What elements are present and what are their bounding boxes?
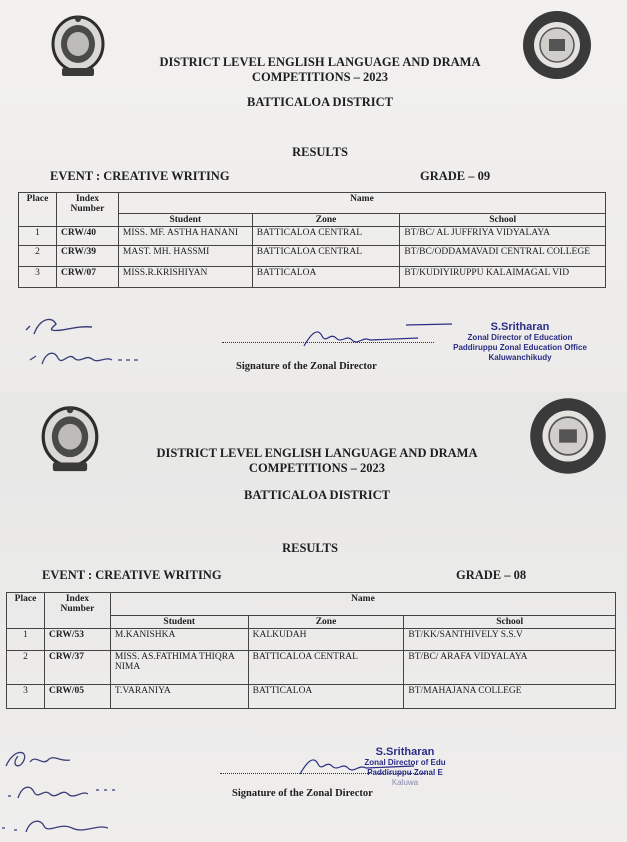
- place-cell: 3: [7, 685, 45, 709]
- results-table: [18, 192, 606, 288]
- student-cell: MISS. MF. ASTHA HANANI: [118, 227, 252, 246]
- place-header: Place: [7, 593, 45, 629]
- school-header: School: [400, 214, 606, 227]
- zone-cell: BATTICALOA CENTRAL: [252, 227, 400, 246]
- director-stamp: S.Sritharan Zonal Director of Education Paddiruppu Zonal Education Office Kaluwanchikudy: [453, 321, 587, 362]
- district-heading: BATTICALOA DISTRICT: [247, 95, 393, 109]
- zone-header: Zone: [248, 616, 404, 629]
- result-sheet-grade-8: [0, 392, 627, 842]
- table-row: [7, 629, 616, 651]
- signature-label: Signature of the Zonal Director: [232, 788, 373, 799]
- place-cell: 2: [19, 246, 57, 267]
- school-header: School: [404, 616, 616, 629]
- grade-label: GRADE – 09: [420, 169, 491, 183]
- name-header: Name: [118, 193, 605, 214]
- event-label: EVENT : CREATIVE WRITING: [50, 169, 230, 183]
- index-cell: CRW/40: [56, 227, 118, 246]
- place-header: Place: [19, 193, 57, 227]
- student-header: Student: [118, 214, 252, 227]
- results-heading: RESULTS: [292, 145, 348, 159]
- zone-cell: BATTICALOA: [248, 685, 404, 709]
- table-row: [7, 685, 616, 709]
- director-stamp: S.Sritharan Zonal Director of Edu Paddiruppu Zonal E Kaluwa: [364, 746, 446, 787]
- index-number-header: Index Number: [56, 193, 118, 227]
- sri-lanka-emblem-icon: [40, 404, 100, 476]
- table-row: [19, 246, 606, 267]
- event-label: EVENT : CREATIVE WRITING: [42, 568, 222, 582]
- judge-signatures-scribble-icon: [0, 744, 130, 840]
- sri-lanka-emblem-icon: [50, 14, 106, 80]
- zonal-education-office-seal-icon: [528, 396, 608, 476]
- school-cell: BT/BC/ODDAMAVADI CENTRAL COLLEGE: [400, 246, 606, 267]
- result-sheet-grade-9: [0, 0, 627, 392]
- index-cell: CRW/39: [56, 246, 118, 267]
- name-header: Name: [110, 593, 615, 616]
- table-row: [7, 651, 616, 685]
- zone-cell: BATTICALOA: [252, 267, 400, 288]
- competition-title-line1: DISTRICT LEVEL ENGLISH LANGUAGE AND DRAMA: [156, 446, 478, 460]
- zone-cell: KALKUDAH: [248, 629, 404, 651]
- zone-header: Zone: [252, 214, 400, 227]
- results-heading: RESULTS: [282, 541, 338, 555]
- index-cell: CRW/05: [44, 685, 110, 709]
- school-cell: BT/BC/ ARAFA VIDYALAYA: [404, 651, 616, 685]
- table-row: [19, 267, 606, 288]
- student-cell: MISS.R.KRISHIYAN: [118, 267, 252, 288]
- place-cell: 2: [7, 651, 45, 685]
- index-cell: CRW/53: [44, 629, 110, 651]
- student-header: Student: [110, 616, 248, 629]
- zone-cell: BATTICALOA CENTRAL: [252, 246, 400, 267]
- judge-signatures-scribble-icon: [22, 312, 162, 374]
- index-cell: CRW/37: [44, 651, 110, 685]
- zonal-education-office-seal-icon: [521, 9, 593, 81]
- index-cell: CRW/07: [56, 267, 118, 288]
- student-cell: M.KANISHKA: [110, 629, 248, 651]
- school-cell: BT/BC/ AL JUFFRIYA VIDYALAYA: [400, 227, 606, 246]
- place-cell: 1: [7, 629, 45, 651]
- results-table: [6, 592, 616, 709]
- table-row: [19, 227, 606, 246]
- district-heading: BATTICALOA DISTRICT: [244, 488, 390, 502]
- index-number-header: Index Number: [44, 593, 110, 629]
- student-cell: MAST. MH. HASSMI: [118, 246, 252, 267]
- student-cell: T.VARANIYA: [110, 685, 248, 709]
- place-cell: 3: [19, 267, 57, 288]
- signature-label: Signature of the Zonal Director: [236, 361, 377, 372]
- zone-cell: BATTICALOA CENTRAL: [248, 651, 404, 685]
- school-cell: BT/KK/SANTHIVELY S.S.V: [404, 629, 616, 651]
- place-cell: 1: [19, 227, 57, 246]
- student-cell: MISS. AS.FATHIMA THIQRA NIMA: [110, 651, 248, 685]
- competition-title-line2: COMPETITIONS – 2023: [251, 70, 389, 84]
- school-cell: BT/MAHAJANA COLLEGE: [404, 685, 616, 709]
- competition-title-line1: DISTRICT LEVEL ENGLISH LANGUAGE AND DRAMA: [159, 55, 481, 69]
- grade-label: GRADE – 08: [456, 568, 527, 582]
- competition-title-line2: COMPETITIONS – 2023: [248, 461, 386, 475]
- director-signature-icon: [300, 322, 420, 352]
- school-cell: BT/KUDIYIRUPPU KALAIMAGAL VID: [400, 267, 606, 288]
